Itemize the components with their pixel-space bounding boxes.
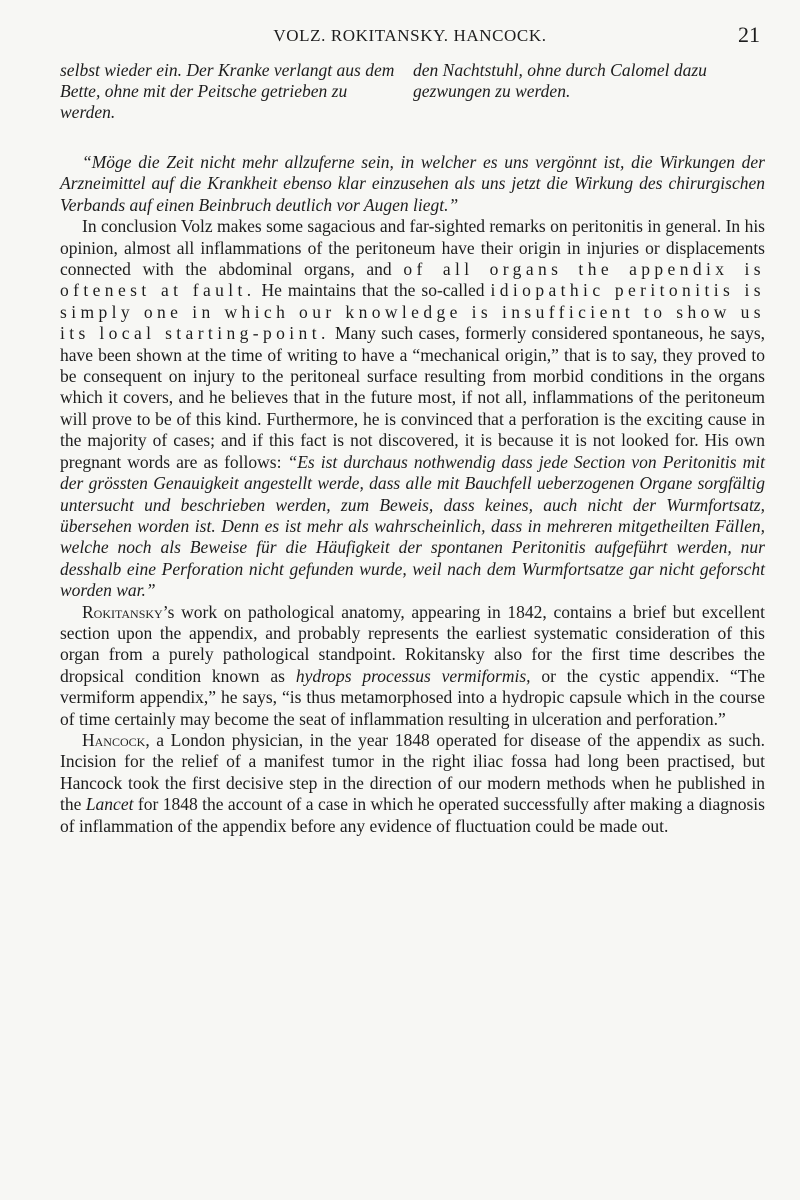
hancock-name: Hancock xyxy=(82,729,146,750)
volz-text-3: Many such cases, formerly considered spontaneous, he says, have been shown at the time of writing to have a “mechanical origin,” that is to say, they proved to be consequent on injury to the peritoneal surface resulting from morbid conditions in the organs which it covers, and he believes that in the future most, if not all, inflammations of the peritoneum will prove to be of this kind. Furthermore, he is convinced that a perforation is the exciting cause in the majority of cases; and if this fact is not discovered, it is because it is not looked for. His own pregnant words are as follows: xyxy=(60,323,766,472)
rokitansky-text-1: ’s work on pathological anatomy, appearing in 1842, contains a brief but excellent section upon the appendix, and probably represents the earliest systematic consideration of this organ from a purely pathological standpoint. Rokitansky also for the first time describes the dropsical condition known as xyxy=(60,601,765,686)
hancock-journal: Lancet xyxy=(85,794,134,815)
quote-column-right: den Nachtstuhl, ohne durch Calomel dazu gezwungen zu werden. xyxy=(413,60,707,101)
paragraph-hancock xyxy=(60,730,765,837)
body-text xyxy=(60,152,765,837)
hancock-text-2: for 1848 the account of a case in which he operated successfully after making a diagnosis of inflammation of the appendix before any evidence of fluctuation could be made out. xyxy=(60,794,765,836)
page-number: 21 xyxy=(738,22,760,47)
running-head: VOLZ. ROKITANSKY. HANCOCK. xyxy=(273,26,547,45)
quote-paragraph: “Möge die Zeit nicht mehr allzuferne sein, in welcher es uns vergönnt ist, die Wirkungen der Arzneimittel auf die Krankheit ebenso klar einzusehen als uns jetzt die Wirkung des chirurgischen Verbands auf einen Beinbruch deutlich vor Augen liegt.” xyxy=(60,152,765,215)
page-header xyxy=(60,22,760,50)
rokitansky-text-2: or the cystic appendix. “The vermiform appendix,” he says, “is thus metamorphosed into a hydropic capsule which in the course of time certainly may become the seat of inflammation resulting in ulceration and perforation.” xyxy=(60,665,766,729)
volz-text-1: In conclusion Volz makes some sagacious and far-sighted remarks on peritonitis in general. In his opinion, almost all inflammations of the peritoneum have their origin in injuries or displacements connected with the abdominal organs, and xyxy=(60,216,765,280)
paragraph-rokitansky xyxy=(60,602,765,730)
rokitansky-name: Rokitansky xyxy=(82,601,163,622)
two-column-quote xyxy=(60,60,765,132)
volz-spaced-1: of all organs the appendix is oftenest at fault. xyxy=(60,259,765,301)
volz-spaced-2: idiopathic peritonitis is simply one in which our knowledge is insufficient to show us its local starting-point. xyxy=(60,280,766,344)
rokitansky-term: hydrops processus vermiformis, xyxy=(295,665,531,686)
paragraph-volz xyxy=(60,216,765,601)
volz-german-quote: “Es ist durchaus nothwendig dass jede Section von Peritonitis mit der grössten Genauigkeit angestellt werde, dass alle mit Bauchfell ueberzogenen Organe sorgfältig untersucht und beschrieben werden, zum Beweis, dass keines, auch nicht der Wurmfortsatz, übersehen worden ist. Denn es ist mehr als wahrscheinlich, dass in mehreren mitgetheilten Fällen, welche noch als Beweise für die Häufigkeit der spontanen Peritonitis aufgeführt werden, nur desshalb eine Perforation nicht gefunden wurde, weil nach dem Wurmfortsatze gar nicht geforscht worden war.” xyxy=(60,451,765,601)
volz-text-2: He maintains that the so-called xyxy=(255,280,491,301)
hancock-text-1: , a London physician, in the year 1848 operated for disease of the appendix as such. Incision for the relief of a manifest tumor in the right iliac fossa had long been practised, but Hancock took the first decisive step in the direction of our modern methods when he published in the xyxy=(60,729,765,815)
quote-column-left: selbst wieder ein. Der Kranke verlangt aus dem Bette, ohne mit der Peitsche getrieben zu werden. xyxy=(60,60,395,122)
